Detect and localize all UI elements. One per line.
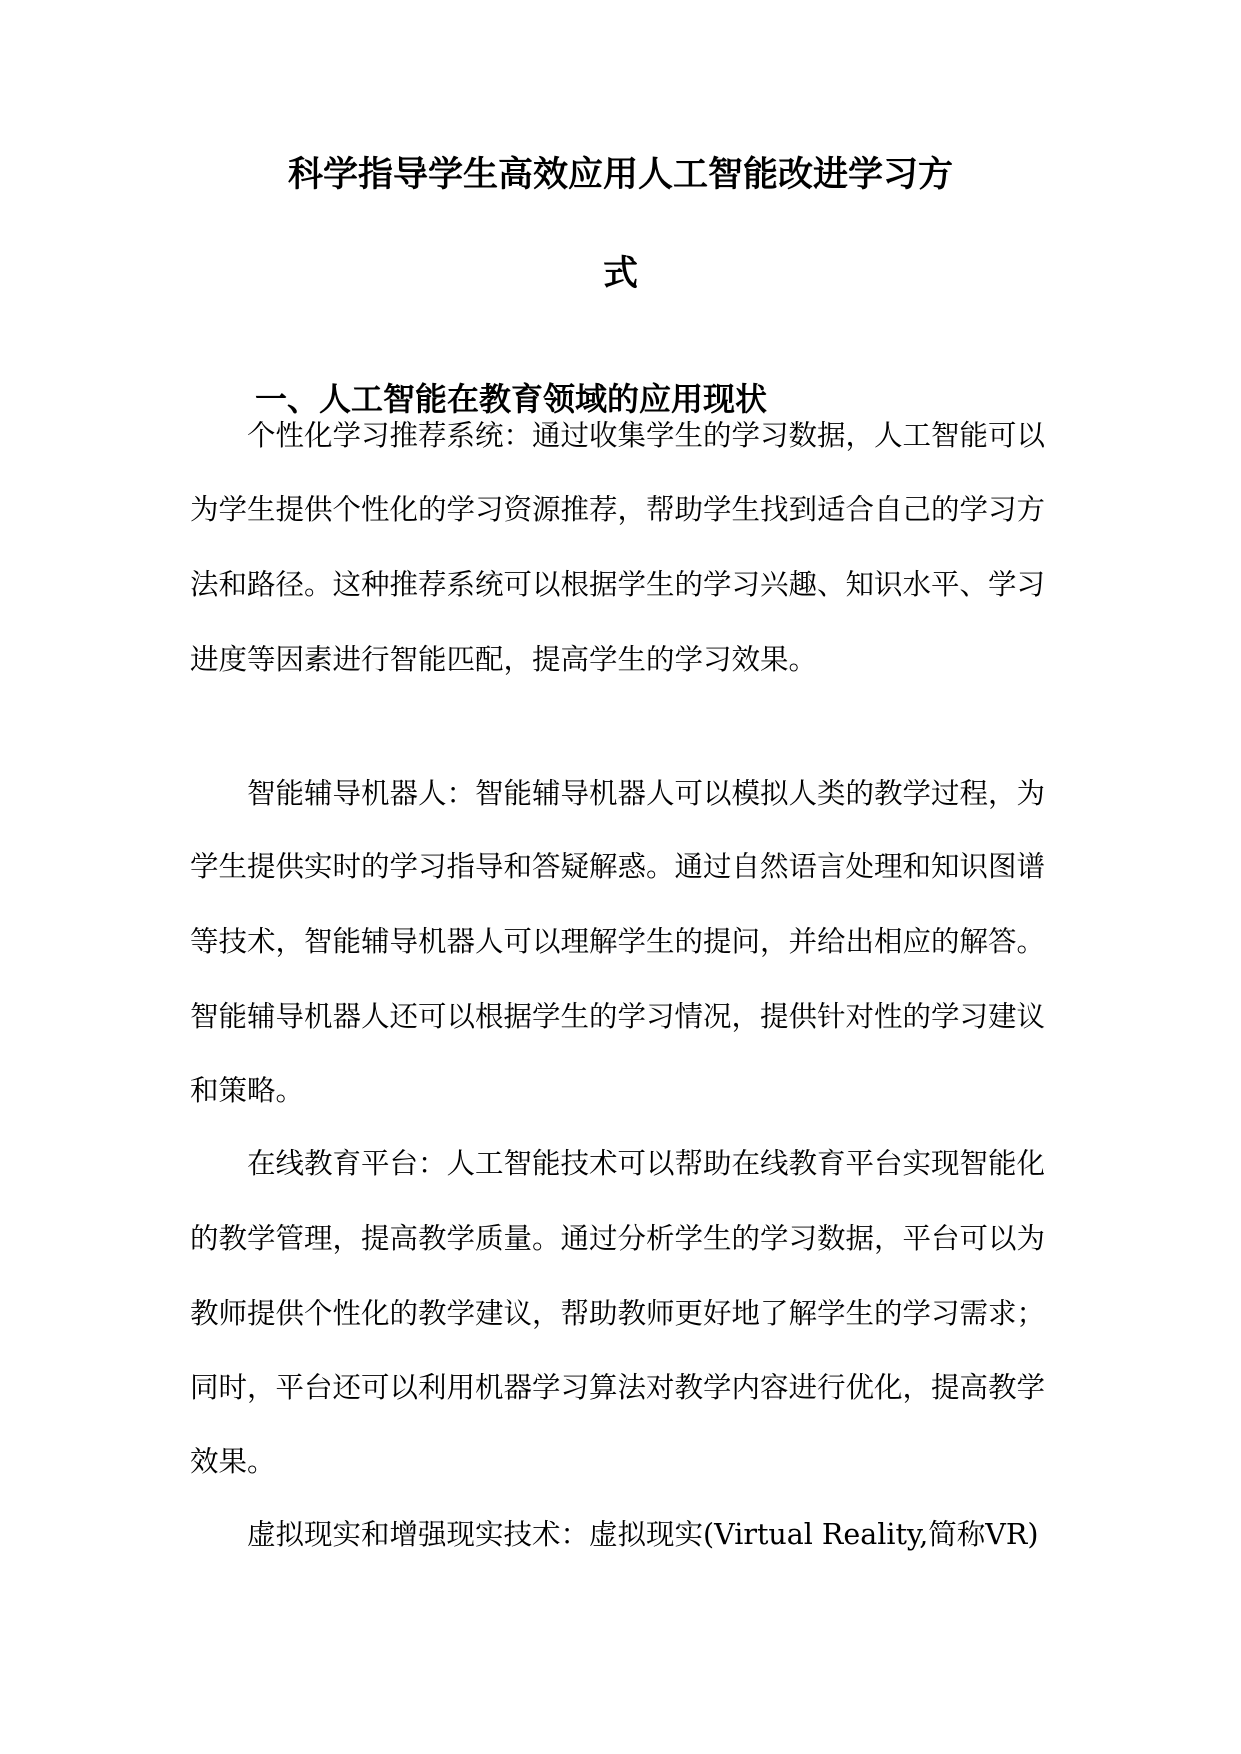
document-title-line-1: 科学指导学生高效应用人工智能改进学习方	[287, 155, 953, 195]
paragraph-line: 效果。	[190, 1445, 276, 1478]
paragraph-line: 学生提供实时的学习指导和答疑解惑。通过自然语言处理和知识图谱	[190, 850, 1046, 883]
paragraph-line: 智能辅导机器人还可以根据学生的学习情况，提供针对性的学习建议	[190, 1000, 1046, 1033]
paragraph-line: 法和路径。这种推荐系统可以根据学生的学习兴趣、知识水平、学习	[190, 568, 1046, 601]
paragraph-line: 智能辅导机器人：智能辅导机器人可以模拟人类的教学过程，为	[247, 777, 1046, 810]
paragraph-line: 的教学管理，提高教学质量。通过分析学生的学习数据，平台可以为	[190, 1222, 1046, 1255]
paragraph-line: 等技术，智能辅导机器人可以理解学生的提问，并给出相应的解答。	[190, 925, 1046, 958]
paragraph-line: 教师提供个性化的教学建议，帮助教师更好地了解学生的学习需求；	[190, 1297, 1046, 1330]
paragraph-line: 进度等因素进行智能匹配，提高学生的学习效果。	[190, 643, 818, 676]
paragraph-line: 个性化学习推荐系统：通过收集学生的学习数据，人工智能可以	[247, 419, 1046, 452]
paragraph-line: 同时，平台还可以利用机器学习算法对教学内容进行优化，提高教学	[190, 1371, 1046, 1404]
paragraph-line: 和策略。	[190, 1074, 305, 1107]
paragraph-line: 在线教育平台：人工智能技术可以帮助在线教育平台实现智能化	[247, 1147, 1046, 1180]
section-heading: 一、人工智能在教育领域的应用现状	[255, 380, 768, 418]
paragraph-line: 为学生提供个性化的学习资源推荐，帮助学生找到适合自己的学习方	[190, 493, 1046, 526]
document-title-line-2: 式	[602, 254, 638, 294]
paragraph-line: 虚拟现实和增强现实技术：虚拟现实(Virtual Reality,简称VR)	[247, 1518, 1039, 1551]
